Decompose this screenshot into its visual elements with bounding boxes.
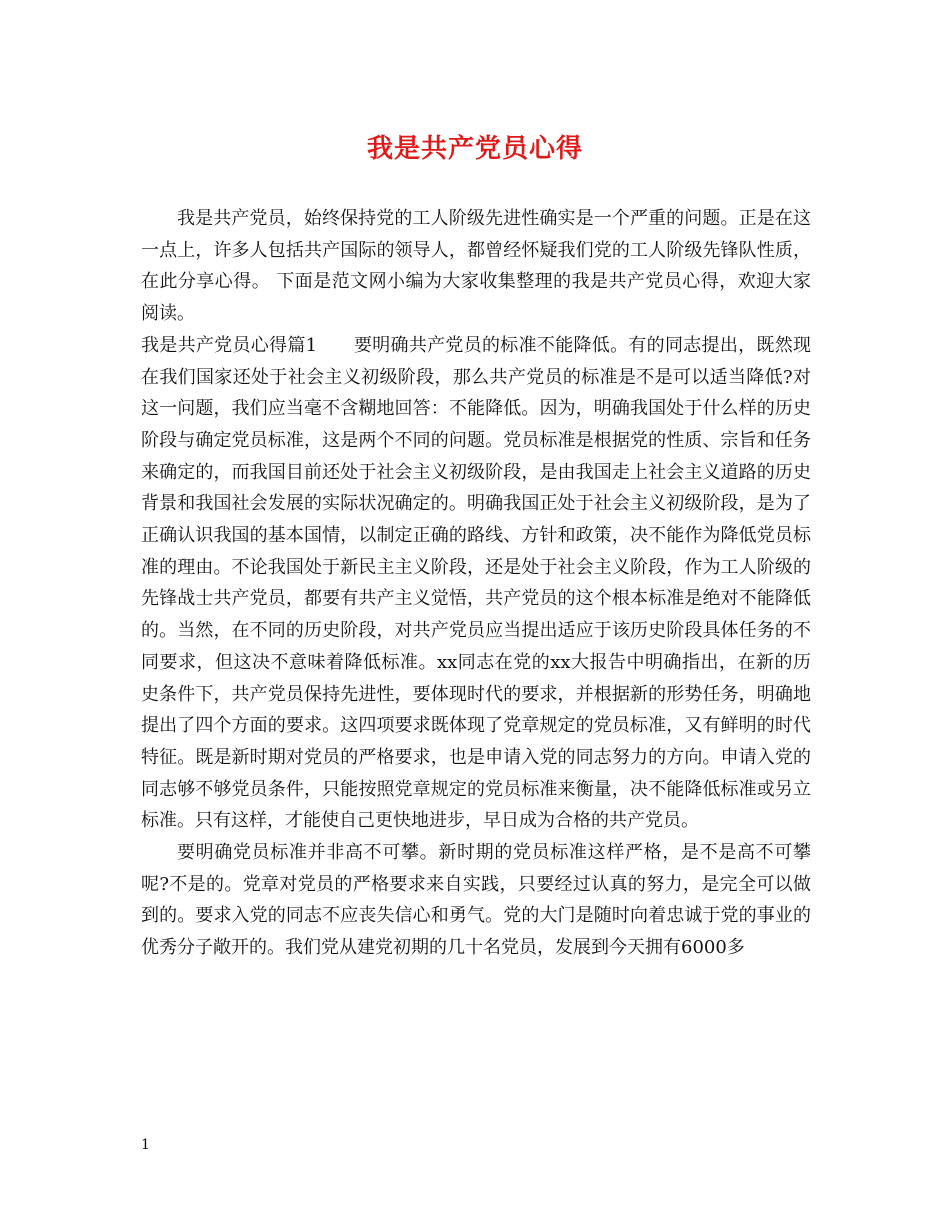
page-number: 1 [141,1137,150,1153]
paragraph-standard: 要明确党员标准并非高不可攀。新时期的党员标准这样严格，是不是高不可攀呢?不是的。党章对党员的严格要求来自实践，只要经过认真的努力，是完全可以做到的。要求入党的同志不应丧失信心和勇气。党的大门是随时向着忠诚于党的事业的优秀分子敞开的。我们党从建党初期的几十名党员，发展到今天拥有6000多 [141,842,811,959]
document-title: 我是共产党员心得 [366,134,583,164]
document-body [141,203,811,964]
paragraph-section-1: 我是共产党员心得篇1 要明确共产党员的标准不能降低。有的同志提出，既然现在我们国家还处于社会主义初级阶段，那么共产党员的标准是不是可以适当降低?对这一问题，我们应当毫不含糊地回答：不能降低。因为，明确我国处于什么样的历史阶段与确定党员标准，这是两个不同的问题。党员标准是根据党的性质、宗旨和任务来确定的，而我国目前还处于社会主义初级阶段，是由我国走上社会主义道路的历史背景和我国社会发展的实际状况确定的。明确我国正处于社会主义初级阶段，是为了正确认识我国的基本国情，以制定正确的路线、方针和政策，决不能作为降低党员标准的理由。不论我国处于新民主主义阶段，还是处于社会主义阶段，作为工人阶级的先锋战士共产党员，都要有共产主义觉悟，共产党员的这个根本标准是绝对不能降低的。当然，在不同的历史阶段，对共产党员应当提出适应于该历史阶段具体任务的不同要求，但这决不意味着降低标准。xx同志在党的xx大报告中明确指出，在新的历史条件下，共产党员保持先进性，要体现时代的要求，并根据新的形势任务，明确地提出了四个方面的要求。这四项要求既体现了党章规定的党员标准，又有鲜明的时代特征。既是新时期对党员的严格要求，也是申请入党的同志努力的方向。申请入党的同志够不够党员条件，只能按照党章规定的党员标准来衡量，决不能降低标准或另立标准。只有这样，才能使自己更快地进步，早日成为合格的共产党员。 [141,334,811,832]
paragraph-intro: 我是共产党员，始终保持党的工人阶级先进性确实是一个严重的问题。正是在这一点上，许多人包括共产国际的领导人，都曾经怀疑我们党的工人阶级先锋队性质，在此分享心得。 下面是范文网小编为大家收集整理的我是共产党员心得，欢迎大家阅读。 [141,208,811,325]
